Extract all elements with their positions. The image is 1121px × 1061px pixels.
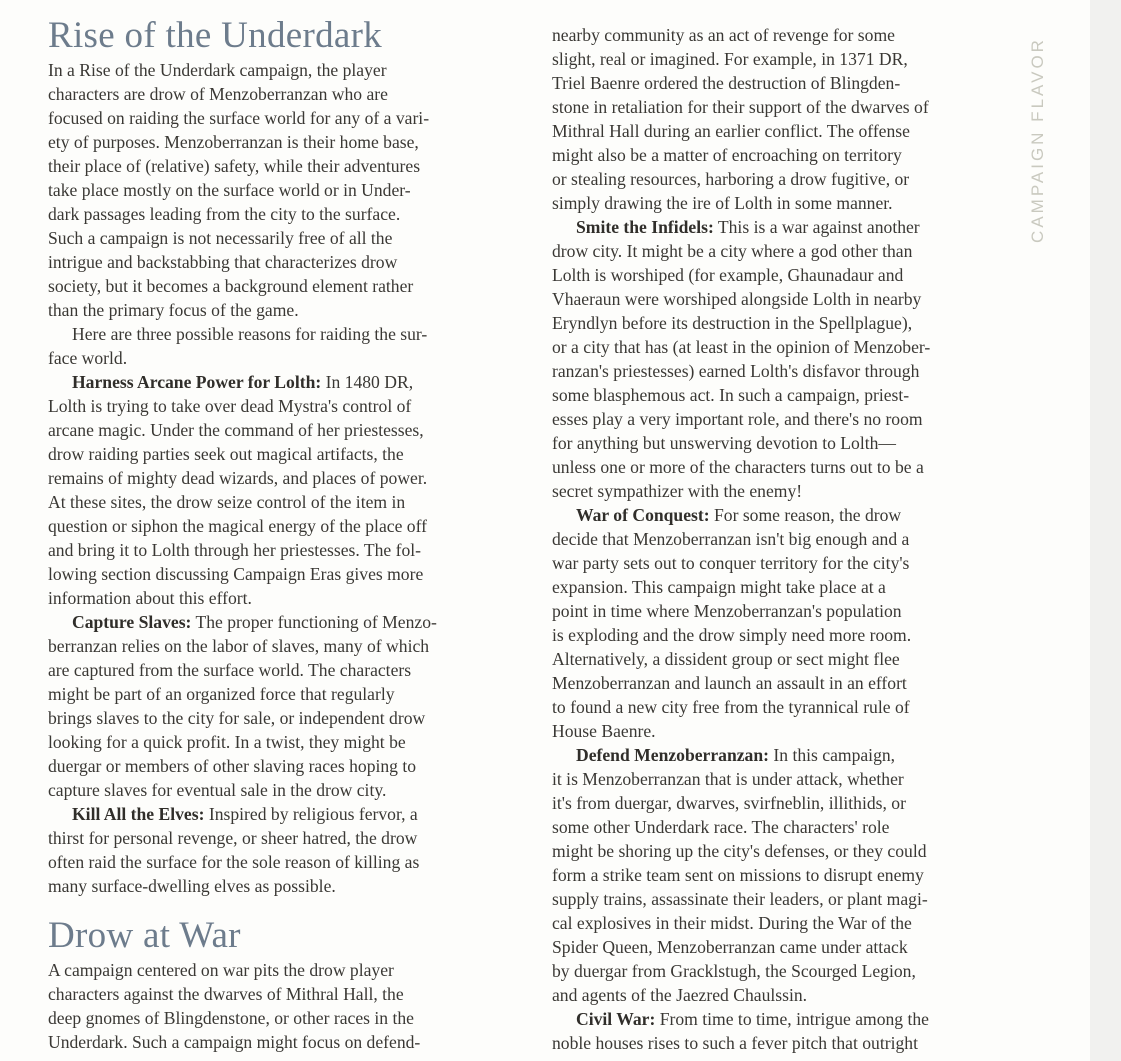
text-line <box>48 850 419 874</box>
line-text: expansion. This campaign might take place at a <box>552 577 886 597</box>
text-line <box>552 119 910 143</box>
text-line <box>48 202 400 226</box>
text-line <box>48 874 336 898</box>
line-text: slight, real or imagined. For example, in 1371 DR, <box>552 49 908 69</box>
page-edge-strip <box>1090 0 1121 1061</box>
line-text: some other Underdark race. The characters' role <box>552 817 890 837</box>
line-text: nearby community as an act of revenge for some <box>552 25 895 45</box>
line-text: take place mostly on the surface world or in Under- <box>48 180 411 200</box>
line-text: esses play a very important role, and there's no room <box>552 409 923 429</box>
paragraph-lead: Capture Slaves: <box>72 612 192 632</box>
text-line <box>48 982 404 1006</box>
text-line <box>72 610 437 634</box>
line-text: unless one or more of the characters turns out to be a <box>552 457 924 477</box>
text-line <box>48 418 424 442</box>
text-line <box>552 263 903 287</box>
line-text: thirst for personal revenge, or sheer hatred, the drow <box>48 828 418 848</box>
text-line <box>552 455 924 479</box>
line-text: Eryndlyn before its destruction in the Spellplague), <box>552 313 913 333</box>
line-text: looking for a quick profit. In a twist, they might be <box>48 732 406 752</box>
line-text: it's from duergar, dwarves, svirfneblin, illithids, or <box>552 793 906 813</box>
text-line <box>552 191 893 215</box>
line-text: point in time where Menzoberranzan's population <box>552 601 902 621</box>
line-text: war party sets out to conquer territory for the city's <box>552 553 910 573</box>
line-text: simply drawing the ire of Lolth in some manner. <box>552 193 893 213</box>
text-line <box>552 767 904 791</box>
line-text: drow raiding parties seek out magical artifacts, the <box>48 444 404 464</box>
text-line <box>48 82 388 106</box>
line-text: it is Menzoberranzan that is under attack, whether <box>552 769 904 789</box>
text-line <box>552 839 927 863</box>
text-line <box>552 815 889 839</box>
text-line <box>48 514 427 538</box>
text-line <box>48 730 406 754</box>
text-line <box>552 143 902 167</box>
line-text: cal explosives in their midst. During the War of the <box>552 913 912 933</box>
text-line <box>48 754 416 778</box>
line-text: is exploding and the drow simply need more room. <box>552 625 912 645</box>
text-line <box>552 911 912 935</box>
line-text: characters are drow of Menzoberranzan who are <box>48 84 388 104</box>
text-line <box>552 959 916 983</box>
line-text: Vhaeraun were worshiped alongside Lolth in nearby <box>552 289 922 309</box>
line-text: form a strike team sent on missions to disrupt enemy <box>552 865 924 885</box>
line-text: For some reason, the drow <box>709 505 902 525</box>
text-line <box>48 490 405 514</box>
line-text: Lolth is trying to take over dead Mystra's control of <box>48 396 412 416</box>
text-line <box>72 370 413 394</box>
text-line <box>48 634 429 658</box>
line-text: by duergar from Gracklstugh, the Scourged Legion, <box>552 961 916 981</box>
paragraph-lead: Harness Arcane Power for Lolth: <box>72 372 322 392</box>
text-line <box>552 311 912 335</box>
line-text: information about this effort. <box>48 588 252 608</box>
line-text: deep gnomes of Blingdenstone, or other races in the <box>48 1008 414 1028</box>
text-line <box>552 95 929 119</box>
line-text: ety of purposes. Menzoberranzan is their home base, <box>48 132 419 152</box>
text-line <box>576 503 901 527</box>
heading-rise-of-the-underdark: Rise of the Underdark <box>48 15 383 56</box>
side-tab-label <box>1026 20 1050 260</box>
line-text: Underdark. Such a campaign might focus on defend- <box>48 1032 421 1052</box>
text-line <box>552 1031 918 1055</box>
text-line <box>552 719 656 743</box>
text-line <box>552 239 912 263</box>
text-line <box>552 23 895 47</box>
line-text: might be part of an organized force that regularly <box>48 684 395 704</box>
line-text: A campaign centered on war pits the drow player <box>48 960 394 980</box>
text-line <box>552 479 802 503</box>
text-line <box>552 47 908 71</box>
paragraph-lead: Smite the Infidels: <box>576 217 714 237</box>
paragraph-lead: Defend Menzoberranzan: <box>576 745 769 765</box>
text-line <box>552 287 921 311</box>
line-text: or stealing resources, harboring a drow fugitive, or <box>552 169 910 189</box>
line-text: decide that Menzoberranzan isn't big enough and a <box>552 529 910 549</box>
line-text: many surface-dwelling elves as possible. <box>48 876 336 896</box>
text-line <box>48 58 387 82</box>
text-line <box>48 682 395 706</box>
text-line <box>48 538 421 562</box>
line-text: for anything but unswerving devotion to Lolth— <box>552 433 897 453</box>
line-text: From time to time, intrigue among the <box>655 1009 929 1029</box>
line-text: question or siphon the magical energy of the place off <box>48 516 427 536</box>
line-text: Triel Baenre ordered the destruction of Blingden- <box>552 73 901 93</box>
line-text: In a Rise of the Underdark campaign, the player <box>48 60 387 80</box>
line-text: ranzan's priestesses) earned Lolth's disfavor through <box>552 361 920 381</box>
text-line <box>552 407 923 431</box>
text-line <box>552 695 910 719</box>
line-text: some blasphemous act. In such a campaign, priest- <box>552 385 910 405</box>
line-text: noble houses rises to such a fever pitch that outright <box>552 1033 918 1053</box>
text-line <box>48 298 299 322</box>
text-line <box>48 226 392 250</box>
line-text: and bring it to Lolth through her priestesses. The fol- <box>48 540 421 560</box>
text-line <box>552 167 909 191</box>
text-line <box>48 130 419 154</box>
text-line <box>552 599 902 623</box>
line-text: to found a new city free from the tyrannical rule of <box>552 697 910 717</box>
text-line <box>48 394 411 418</box>
line-text: Lolth is worshiped (for example, Ghaunadaur and <box>552 265 904 285</box>
line-text: At these sites, the drow seize control of the item in <box>48 492 406 512</box>
text-line <box>48 706 425 730</box>
text-line <box>48 958 394 982</box>
text-line <box>552 983 807 1007</box>
text-line <box>552 671 907 695</box>
text-line <box>48 106 429 130</box>
line-text: often raid the surface for the sole reason of killing as <box>48 852 420 872</box>
text-line <box>576 215 920 239</box>
line-text: or a city that has (at least in the opinion of Menzober- <box>552 337 931 357</box>
text-line <box>48 1030 420 1054</box>
line-text: secret sympathizer with the enemy! <box>552 481 803 501</box>
line-text: society, but it becomes a background element rather <box>48 276 414 296</box>
side-tab-text: CAMPAIGN FLAVOR <box>1028 37 1047 243</box>
line-text: The proper functioning of Menzo- <box>191 612 437 632</box>
line-text: Such a campaign is not necessarily free of all the <box>48 228 393 248</box>
line-text: drow city. It might be a city where a god other than <box>552 241 913 261</box>
line-text: berranzan relies on the labor of slaves, many of which <box>48 636 430 656</box>
text-line <box>576 1007 929 1031</box>
line-text: In 1480 DR, <box>321 372 414 392</box>
text-line <box>552 935 908 959</box>
text-line <box>72 802 418 826</box>
line-text: intrigue and backstabbing that characterizes drow <box>48 252 398 272</box>
text-line <box>48 154 420 178</box>
line-text: Spider Queen, Menzoberranzan came under attack <box>552 937 908 957</box>
text-line <box>48 178 411 202</box>
line-text: Inspired by religious fervor, a <box>204 804 418 824</box>
paragraph-lead: Kill All the Elves: <box>72 804 205 824</box>
line-text: Alternatively, a dissident group or sect might flee <box>552 649 900 669</box>
text-line <box>552 623 911 647</box>
text-line <box>48 562 423 586</box>
line-text: and agents of the Jaezred Chaulssin. <box>552 985 808 1005</box>
text-line <box>552 335 930 359</box>
text-line <box>552 383 909 407</box>
paragraph-lead: Civil War: <box>576 1009 656 1029</box>
text-line <box>552 551 909 575</box>
line-text: might also be a matter of encroaching on territory <box>552 145 902 165</box>
line-text: lowing section discussing Campaign Eras gives more <box>48 564 424 584</box>
text-line <box>552 575 886 599</box>
heading-drow-at-war: Drow at War <box>48 915 241 956</box>
text-line <box>48 586 252 610</box>
line-text: Here are three possible reasons for raiding the sur- <box>72 324 428 344</box>
text-line <box>552 647 900 671</box>
line-text: might be shoring up the city's defenses, or they could <box>552 841 927 861</box>
text-line <box>48 1006 414 1030</box>
line-text: their place of (relative) safety, while their adventures <box>48 156 421 176</box>
text-line <box>48 658 411 682</box>
line-text: focused on raiding the surface world for any of a vari- <box>48 108 430 128</box>
line-text: capture slaves for eventual sale in the drow city. <box>48 780 387 800</box>
text-line <box>48 778 386 802</box>
text-line <box>48 346 127 370</box>
line-text: In this campaign, <box>769 745 896 765</box>
text-line <box>552 863 924 887</box>
line-text: remains of mighty dead wizards, and places of power. <box>48 468 428 488</box>
line-text: are captured from the surface world. The characters <box>48 660 412 680</box>
text-line <box>48 442 404 466</box>
line-text: face world. <box>48 348 128 368</box>
line-text: Mithral Hall during an earlier conflict. The offense <box>552 121 910 141</box>
text-line <box>552 71 900 95</box>
line-text: dark passages leading from the city to the surface. <box>48 204 401 224</box>
text-line <box>552 887 928 911</box>
text-line <box>552 431 896 455</box>
text-line <box>72 322 427 346</box>
text-line <box>552 527 909 551</box>
line-text: House Baenre. <box>552 721 656 741</box>
text-line <box>552 791 906 815</box>
text-line <box>48 274 413 298</box>
line-text: arcane magic. Under the command of her priestesses, <box>48 420 424 440</box>
paragraph-lead: War of Conquest: <box>576 505 710 525</box>
line-text: than the primary focus of the game. <box>48 300 299 320</box>
line-text: duergar or members of other slaving races hoping to <box>48 756 417 776</box>
line-text: supply trains, assassinate their leaders, or plant magi- <box>552 889 928 909</box>
line-text: stone in retaliation for their support of the dwarves of <box>552 97 929 117</box>
text-line <box>48 466 427 490</box>
text-line <box>576 743 895 767</box>
text-line <box>48 826 417 850</box>
text-line <box>552 359 919 383</box>
line-text: brings slaves to the city for sale, or independent drow <box>48 708 426 728</box>
line-text: characters against the dwarves of Mithral Hall, the <box>48 984 404 1004</box>
line-text: This is a war against another <box>713 217 920 237</box>
text-line <box>48 250 397 274</box>
line-text: Menzoberranzan and launch an assault in an effort <box>552 673 907 693</box>
